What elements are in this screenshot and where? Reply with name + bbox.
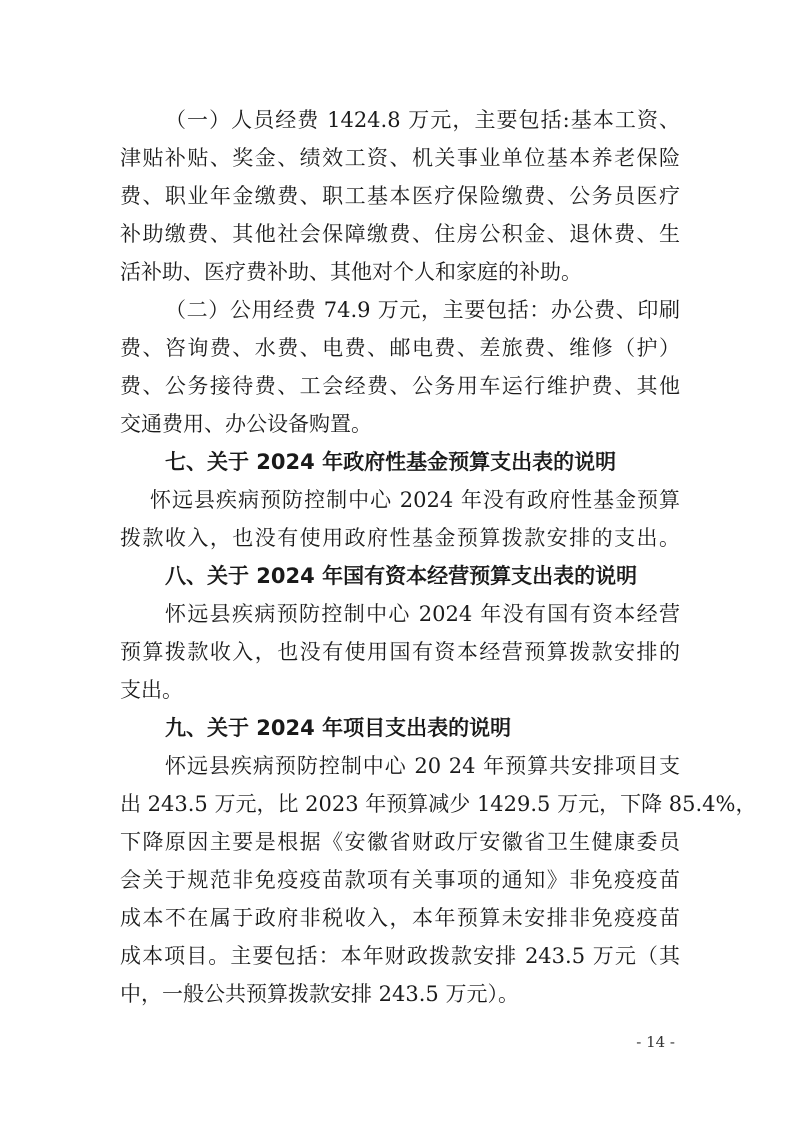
section-heading-9: 九、关于 2024 年项目支出表的说明 [165,716,512,740]
paragraph-public-line-2: 费、咨询费、水费、电费、邮电费、差旅费、维修（护） [120,336,680,360]
paragraph-section-9-line-7: 中，一般公共预算拨款安排 243.5 万元）。 [120,982,519,1006]
paragraph-section-9-line-5: 成本不在属于政府非税收入，本年预算未安排非免疫疫苗 [120,906,680,930]
paragraph-section-9-line-4: 会关于规范非免疫疫苗款项有关事项的通知》非免疫疫苗 [120,868,680,892]
paragraph-public-line-1: （二）公用经费 74.9 万元，主要包括：办公费、印刷 [165,298,680,322]
paragraph-section-9-line-6: 成本项目。主要包括：本年财政拨款安排 243.5 万元（其 [120,944,680,968]
paragraph-section-9-line-2: 出 243.5 万元，比 2023 年预算减少 1429.5 万元，下降 85.4%， [120,792,757,816]
section-heading-8: 八、关于 2024 年国有资本经营预算支出表的说明 [165,564,638,588]
paragraph-personnel-line-1: （一）人员经费 1424.8 万元，主要包括:基本工资、 [165,108,680,132]
paragraph-section-7-line-2: 拨款收入，也没有使用政府性基金预算拨款安排的支出。 [120,526,680,550]
paragraph-public-line-3: 费、公务接待费、工会经费、公务用车运行维护费、其他 [120,374,680,398]
paragraph-section-9-line-3: 下降原因主要是根据《安徽省财政厅安徽省卫生健康委员 [120,830,680,854]
paragraph-section-8-line-1: 怀远县疾病预防控制中心 2024 年没有国有资本经营 [165,602,680,626]
paragraph-section-8-line-2: 预算拨款收入，也没有使用国有资本经营预算拨款安排的 [120,640,680,664]
section-heading-7: 七、关于 2024 年政府性基金预算支出表的说明 [165,450,617,474]
page-number: - 14 - [636,1033,675,1051]
paragraph-section-9-line-1: 怀远县疾病预防控制中心 20 24 年预算共安排项目支 [165,754,680,778]
paragraph-personnel-line-5: 活补助、医疗费补助、其他对个人和家庭的补助。 [120,260,582,284]
paragraph-personnel-line-2: 津贴补贴、奖金、绩效工资、机关事业单位基本养老保险 [120,146,680,170]
paragraph-public-line-4: 交通费用、办公设备购置。 [120,412,372,436]
paragraph-personnel-line-4: 补助缴费、其他社会保障缴费、住房公积金、退休费、生 [120,222,680,246]
paragraph-section-7-line-1: 怀远县疾病预防控制中心 2024 年没有政府性基金预算 [150,488,680,512]
paragraph-personnel-line-3: 费、职业年金缴费、职工基本医疗保险缴费、公务员医疗 [120,184,680,208]
paragraph-section-8-line-3: 支出。 [120,678,183,702]
